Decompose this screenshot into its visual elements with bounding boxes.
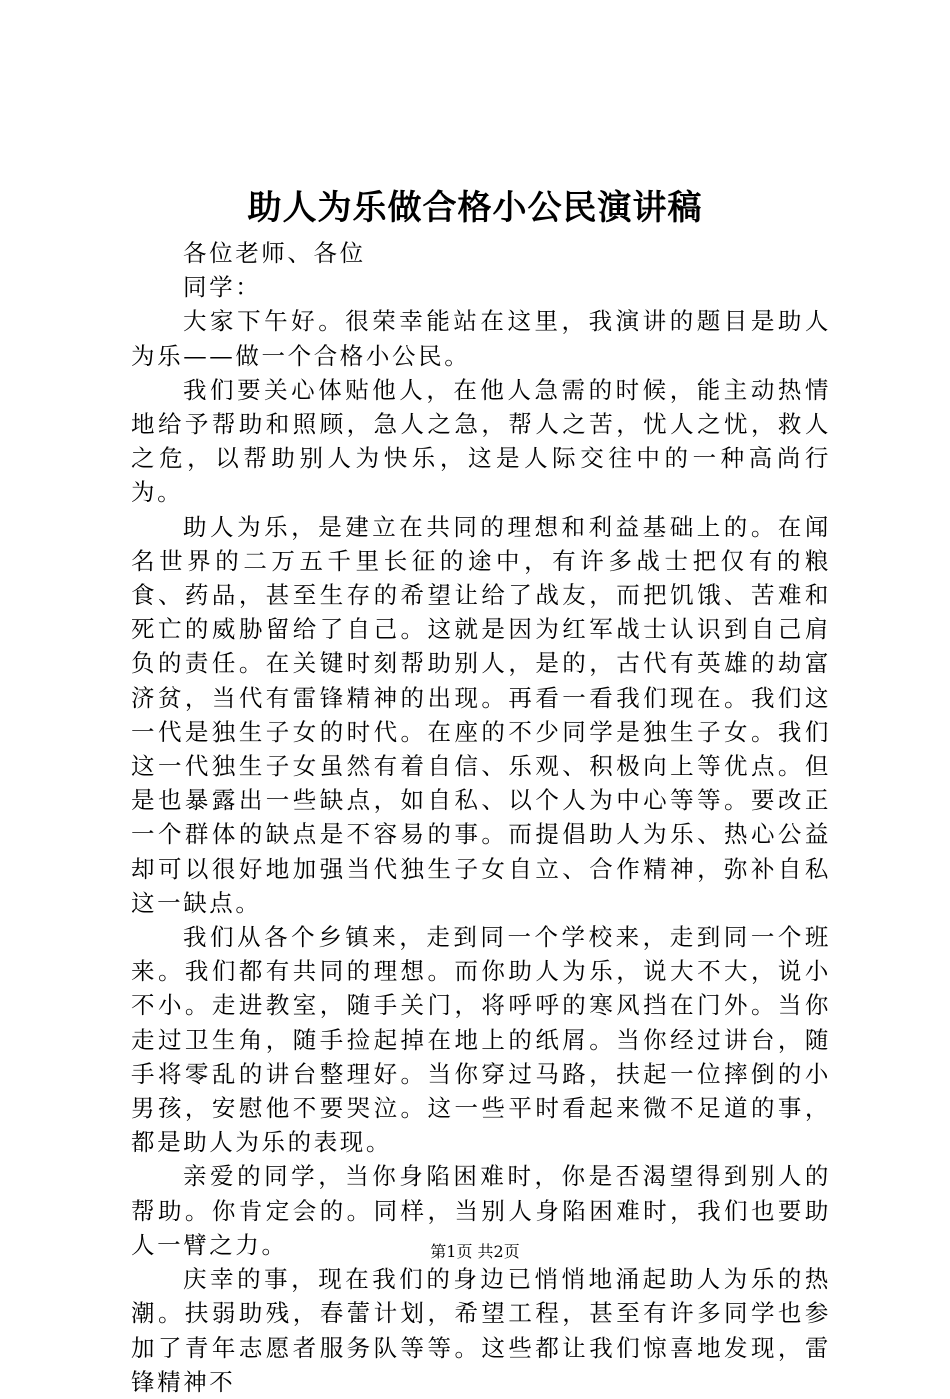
paragraph-long-march: 助人为乐，是建立在共同的理想和利益基础上的。在闻名世界的二万五千里长征的途中，有许多战士把仅有的粮食、药品，甚至生存的希望让给了战友，而把饥饿、苦难和死亡的威胁留给了自己。这就是因为红军战士认识到自己肩负的责任。在关键时刻帮助别人，是的，古代有英雄的劫富济贫，当代有雷锋精神的出现。再看一看我们现在。我们这一代是独生子女的时代。在座的不少同学是独生子女。我们这一代独生子女虽然有着自信、乐观、积极向上等优点。但是也暴露出一些缺点，如自私、以个人为中心等等。要改正一个群体的缺点是不容易的事。而提倡助人为乐、热心公益却可以很好地加强当代独生子女自立、合作精神，弥补自私这一缺点。 — [131, 512, 831, 917]
paragraph-dear-classmates: 亲爱的同学，当你身陷困难时，你是否渴望得到别人的帮助。你肯定会的。同样，当别人身陷困难时，我们也要助人一臂之力。 — [131, 1162, 831, 1259]
paragraph-trend: 庆幸的事，现在我们的身边已悄悄地涌起助人为乐的热潮。扶弱助残，春蕾计划，希望工程，甚至有许多同学也参加了青年志愿者服务队等等。这些都让我们惊喜地发现，雷锋精神不 — [131, 1265, 831, 1396]
page-footer: 第1页 共2页 — [430, 1242, 520, 1261]
document-title: 助人为乐做合格小公民演讲稿 — [247, 188, 703, 228]
salutation-line-1: 各位老师、各位 — [183, 239, 366, 267]
paragraph-greeting: 大家下午好。很荣幸能站在这里，我演讲的题目是助人为乐——做一个合格小公民。 — [131, 307, 831, 370]
paragraph-care-for-others: 我们要关心体贴他人，在他人急需的时候，能主动热情地给予帮助和照顾，急人之急，帮人之苦，忧人之忧，救人之危，以帮助别人为快乐，这是人际交往中的一种高尚行为。 — [131, 375, 831, 507]
document-body — [131, 236, 831, 1399]
paragraph-daily-help: 我们从各个乡镇来，走到同一个学校来，走到同一个班来。我们都有共同的理想。而你助人为乐，说大不大，说小不小。走进教室，随手关门，将呼呼的寒风挡在门外。当你走过卫生角，随手捡起掉在地上的纸屑。当你经过讲台，随手将零乱的讲台整理好。当你穿过马路，扶起一位摔倒的小男孩，安慰他不要哭泣。这一些平时看起来微不足道的事，都是助人为乐的表现。 — [131, 923, 831, 1157]
salutation-line-2: 同学： — [183, 273, 262, 302]
